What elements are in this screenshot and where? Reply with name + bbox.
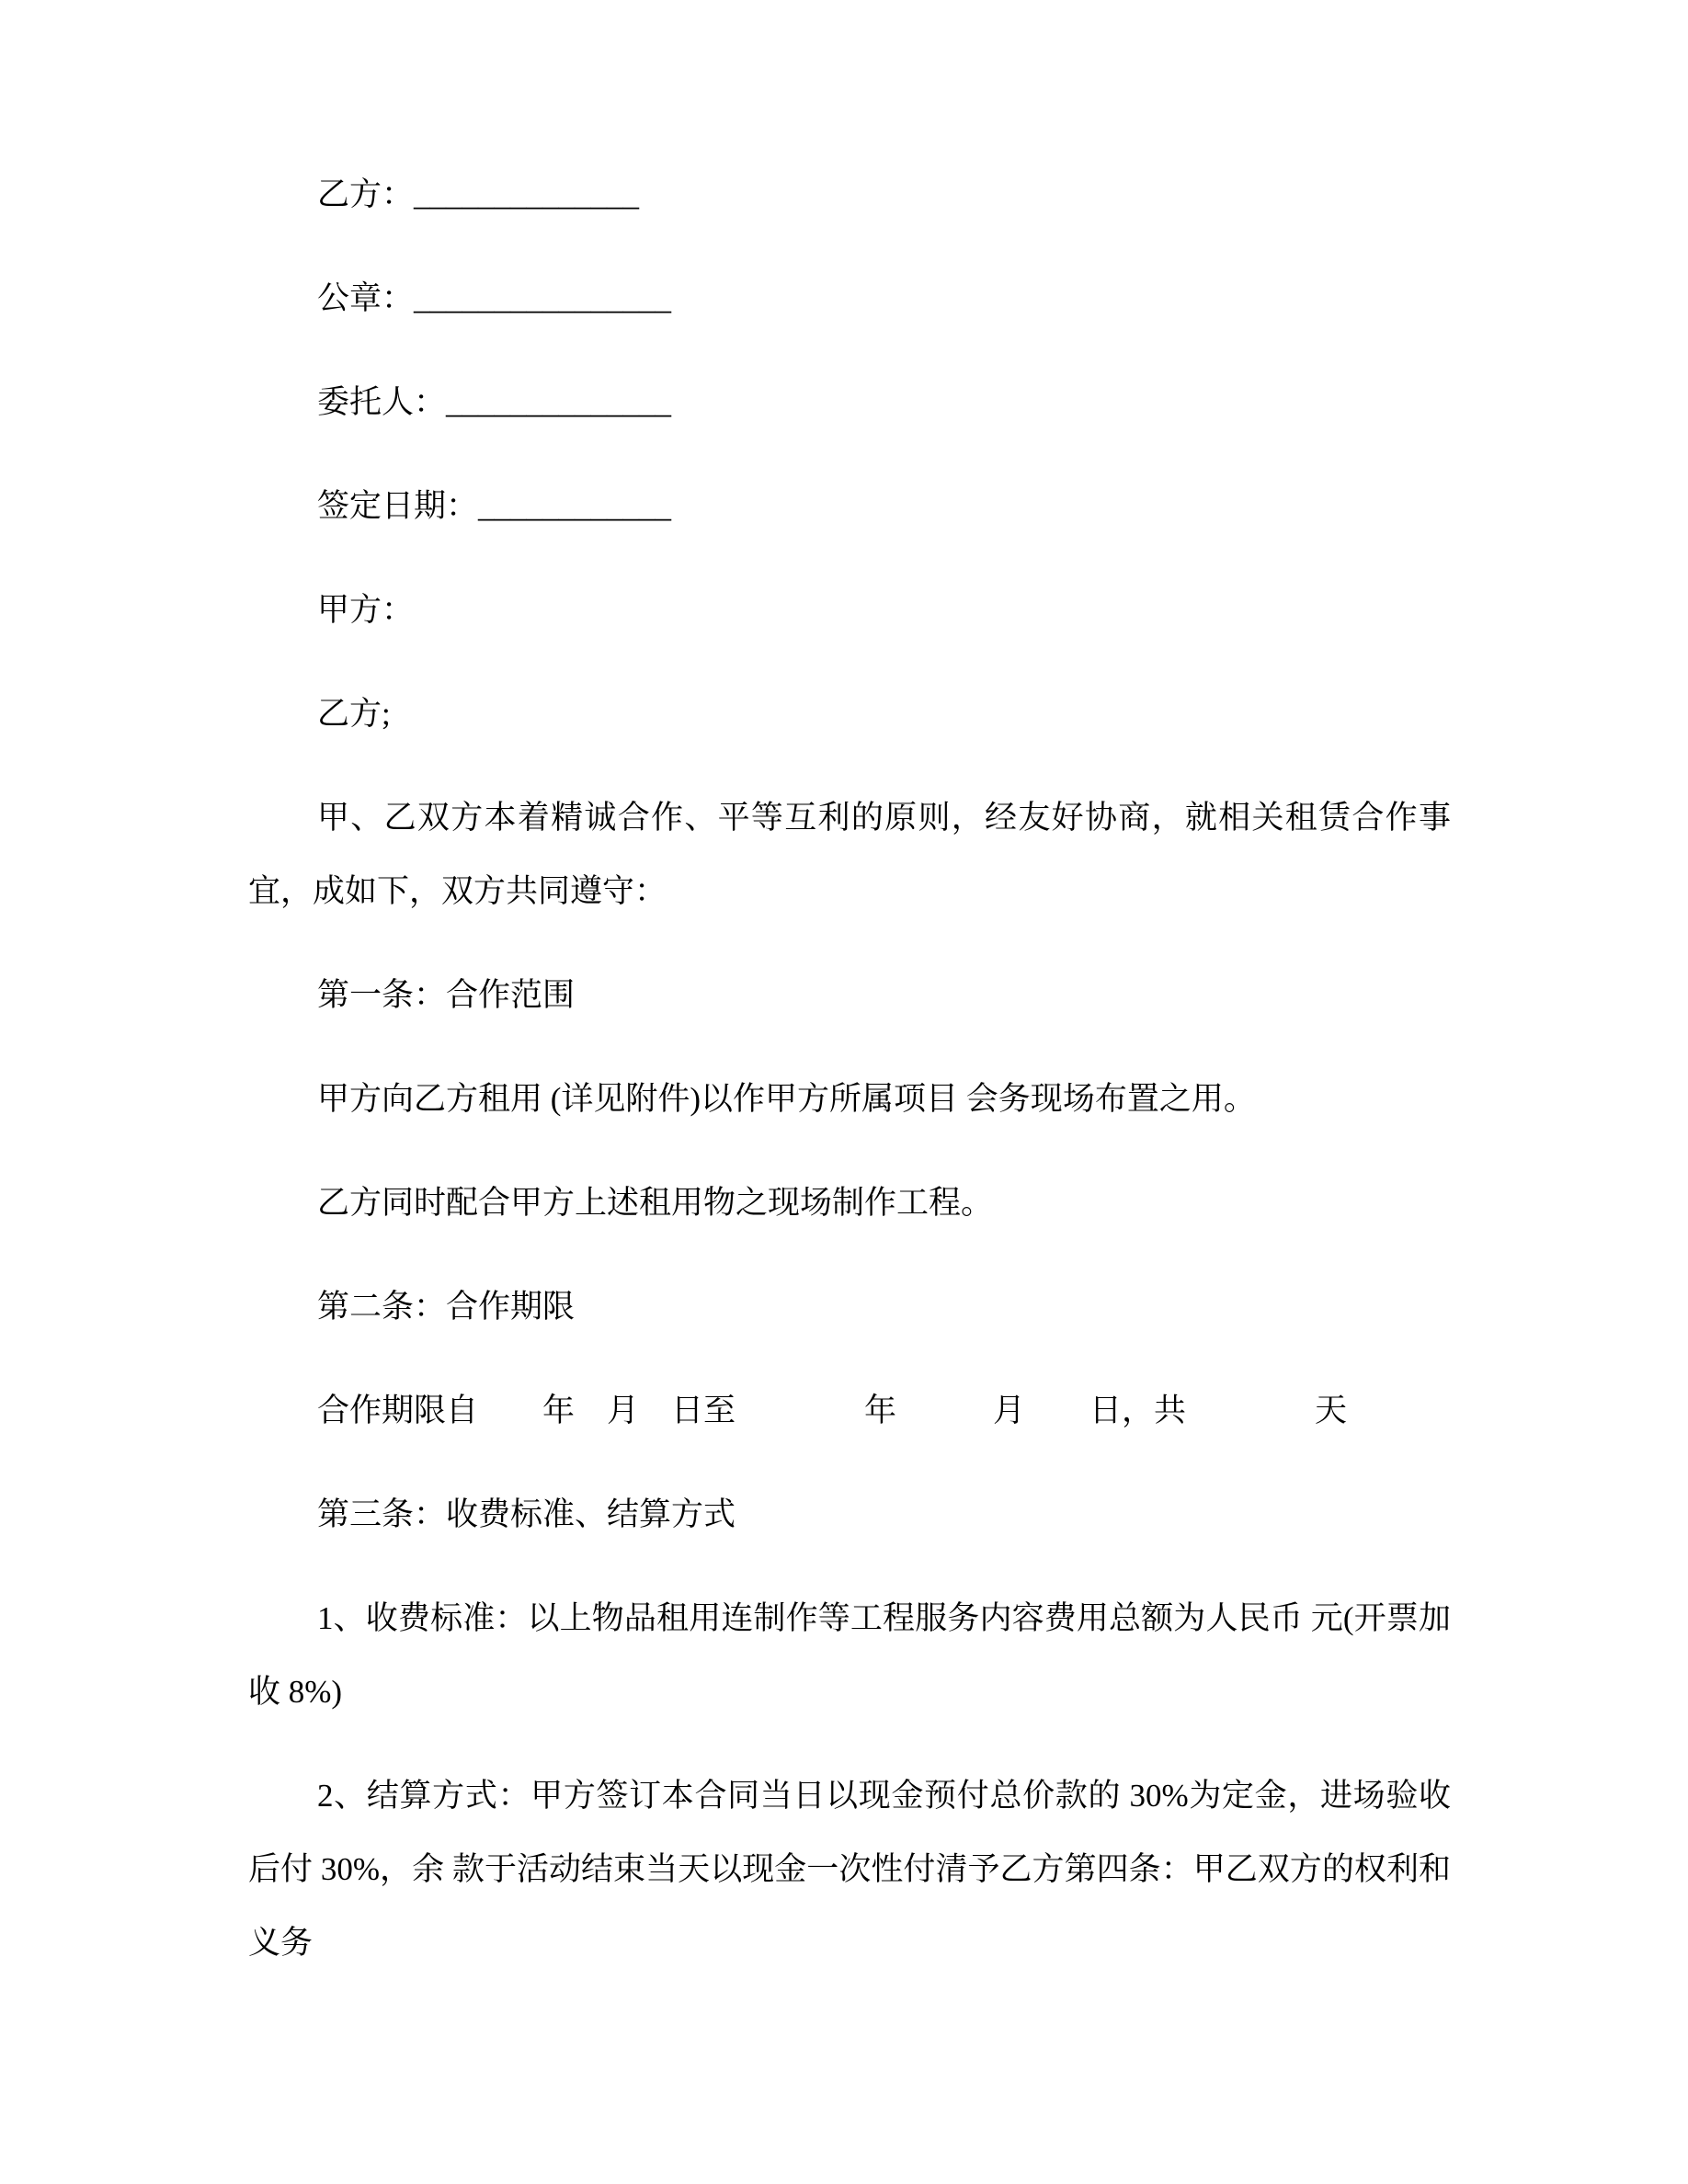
article-1-heading: 第一条：合作范围	[317, 977, 576, 1013]
signing-date-line: 签定日期：____________	[317, 488, 672, 524]
preamble-paragraph: 甲、乙双方本着精诚合作、平等互利的原则，经友好协商，就相关租赁合作事宜，成如下，双方共同遵守：	[248, 800, 1451, 909]
article-3-clause-1: 1、收费标准：以上物品租用连制作等工程服务内容费用总额为人民币 元(开票加收 8%)	[248, 1600, 1451, 1710]
party-a-label: 甲方：	[317, 592, 415, 628]
article-1-clause-1: 甲方向乙方租用 (详见附件)以作甲方所属项目 会务现场布置之用。	[317, 1081, 1256, 1117]
article-1-clause-2: 乙方同时配合甲方上述租用物之现场制作工程。	[317, 1185, 994, 1221]
official-seal-line: 公章：________________	[317, 280, 672, 316]
article-3-clause-2: 2、结算方式：甲方签订本合同当日以现金预付总价款的 30%为定金，进场验收后付 30%，余 款于活动结束当天以现金一次性付清予乙方第四条：甲乙双方的权利和义务	[248, 1778, 1451, 1961]
article-3-heading: 第三条：收费标准、结算方式	[317, 1496, 736, 1532]
article-2-term-line: 合作期限自 年 月 日至 年 月 日，共 天	[317, 1393, 1348, 1428]
party-b-label: 乙方;	[317, 696, 391, 732]
article-2-heading: 第二条：合作期限	[317, 1289, 576, 1325]
trustee-line: 委托人：______________	[317, 384, 672, 420]
party-b-blank-line: 乙方：______________	[317, 176, 640, 212]
